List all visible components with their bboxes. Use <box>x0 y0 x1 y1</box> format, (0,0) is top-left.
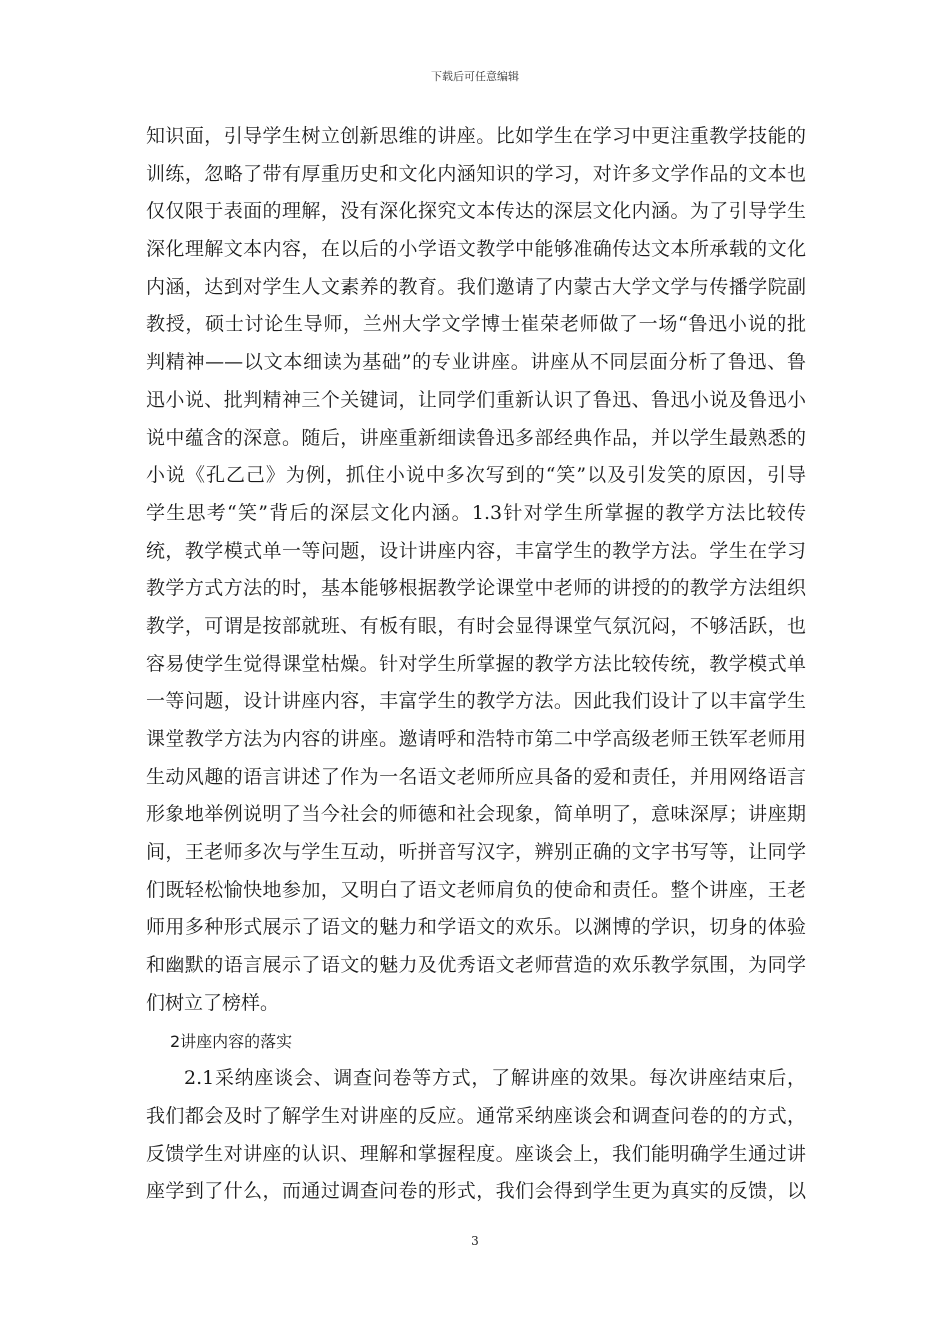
page-number: 3 <box>471 1234 479 1248</box>
body-line: 形象地举例说明了当今社会的师德和社会现象，简单明了，意味深厚；讲座期 <box>146 803 806 826</box>
body-line: 训练，忽略了带有厚重历史和文化内涵知识的学习，对许多文学作品的文本也 <box>146 162 806 185</box>
section-heading: 2讲座内容的落实 <box>170 1031 293 1051</box>
body-line: 知识面，引导学生树立创新思维的讲座。比如学生在学习中更注重教学技能的 <box>146 125 806 147</box>
body-line: 生动风趣的语言讲述了作为一名语文老师所应具备的爱和责任，并用网络语言 <box>146 765 806 788</box>
body-line: 小说《孔乙己》为例，抓住小说中多次写到的“笑”以及引发笑的原因，引导 <box>146 464 806 487</box>
document-body <box>146 118 806 1211</box>
body-line: 仅仅限于表面的理解，没有深化探究文本传达的深层文化内涵。为了引导学生 <box>146 200 806 223</box>
body-line: 和幽默的语言展示了语文的魅力及优秀语文老师营造的欢乐教学氛围，为同学 <box>146 954 806 977</box>
body-line: 教学方式方法的时，基本能够根据教学论课堂中老师的讲授的的教学方法组织 <box>146 577 806 600</box>
section-line: 我们都会及时了解学生对讲座的反应。通常采纳座谈会和调查问卷的的方式， <box>146 1104 806 1127</box>
body-line: 说中蕴含的深意。随后，讲座重新细读鲁迅多部经典作品，并以学生最熟悉的 <box>146 426 806 449</box>
body-line: 教授，硕士讨论生导师，兰州大学文学博士崔荣老师做了一场“鲁迅小说的批 <box>146 313 806 336</box>
body-line: 判精神——以文本细读为基础”的专业讲座。讲座从不同层面分析了鲁迅、鲁 <box>146 351 806 374</box>
body-line: 统，教学模式单一等问题，设计讲座内容，丰富学生的教学方法。学生在学习 <box>146 539 806 562</box>
body-line: 间，王老师多次与学生互动，听拼音写汉字，辨别正确的文字书写等，让同学 <box>146 841 806 864</box>
section-line: 2.1采纳座谈会、调查问卷等方式，了解讲座的效果。每次讲座结束后， <box>184 1067 806 1090</box>
body-line: 迅小说、批判精神三个关键词，让同学们重新认识了鲁迅、鲁迅小说及鲁迅小 <box>146 388 806 411</box>
body-line: 师用多种形式展示了语文的魅力和学语文的欢乐。以渊博的学识，切身的体验 <box>146 916 806 939</box>
body-line: 内涵，达到对学生人文素养的教育。我们邀请了内蒙古大学文学与传播学院副 <box>146 275 806 298</box>
body-line: 学生思考“笑”背后的深层文化内涵。1.3针对学生所掌握的教学方法比较传 <box>146 501 806 524</box>
body-line: 容易使学生觉得课堂枯燥。针对学生所掌握的教学方法比较传统，教学模式单 <box>146 652 806 675</box>
page-header: 下载后可任意编辑 <box>431 70 519 83</box>
body-line: 们既轻松愉快地参加，又明白了语文老师肩负的使命和责任。整个讲座，王老 <box>146 878 806 901</box>
section-line: 座学到了什么，而通过调查问卷的形式，我们会得到学生更为真实的反馈，以 <box>146 1180 806 1203</box>
body-line: 一等问题，设计讲座内容，丰富学生的教学方法。因此我们设计了以丰富学生 <box>146 690 806 713</box>
body-line: 教学，可谓是按部就班、有板有眼，有时会显得课堂气氛沉闷，不够活跃，也 <box>146 614 806 637</box>
body-line: 课堂教学方法为内容的讲座。邀请呼和浩特市第二中学高级老师王铁军老师用 <box>146 728 806 750</box>
body-line: 深化理解文本内容，在以后的小学语文教学中能够准确传达文本所承载的文化 <box>146 238 806 261</box>
body-line: 们树立了榜样。 <box>146 991 280 1014</box>
section-line: 反馈学生对讲座的认识、理解和掌握程度。座谈会上，我们能明确学生通过讲 <box>146 1142 806 1165</box>
